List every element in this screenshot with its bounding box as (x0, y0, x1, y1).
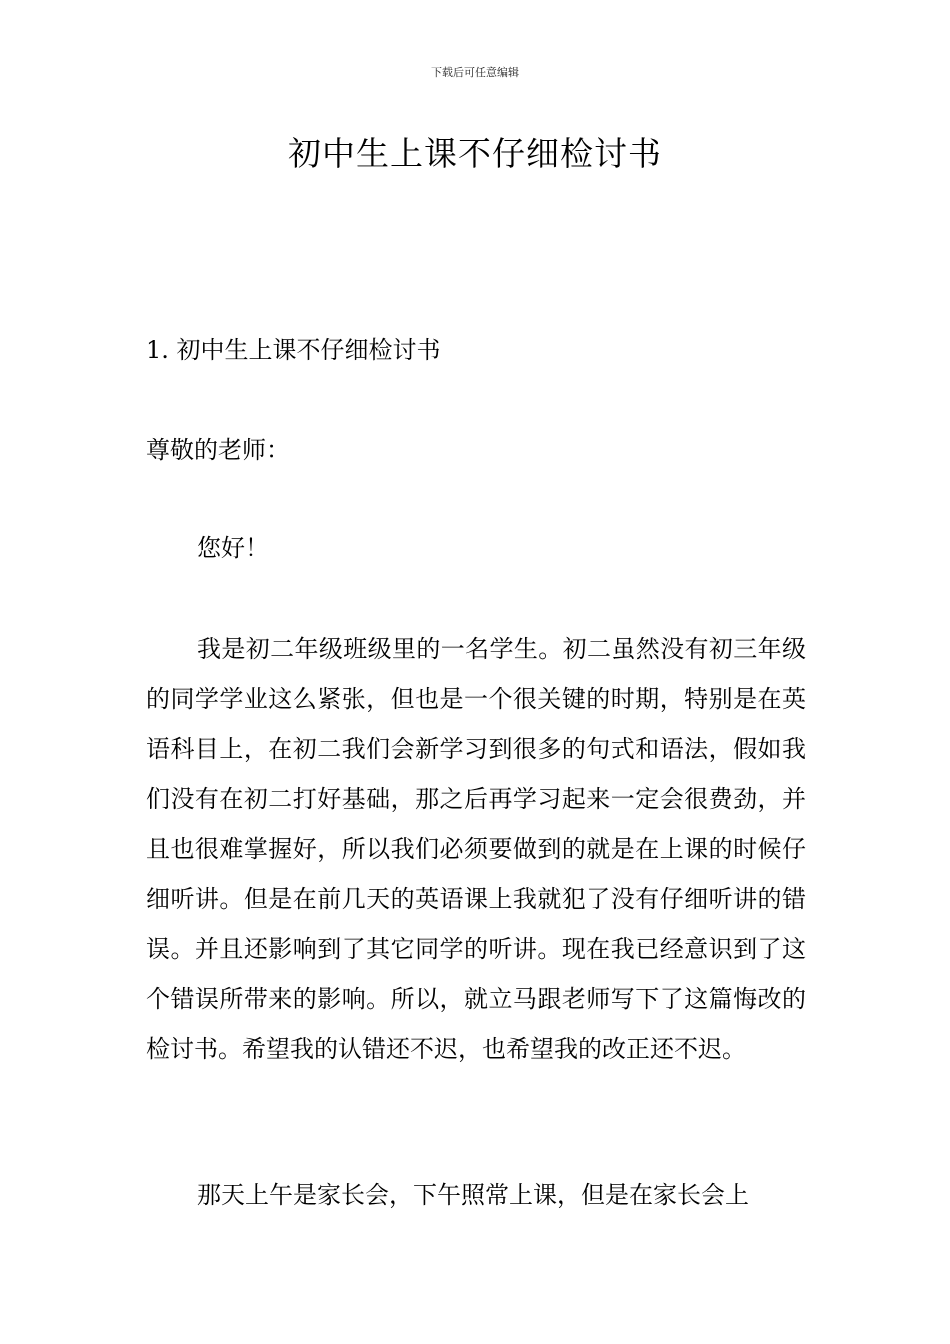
body-paragraph: 那天上午是家长会，下午照常上课，但是在家长会上 (197, 1181, 749, 1209)
greeting: 您好！ (197, 534, 269, 562)
body-paragraph: 我是初二年级班级里的一名学生。初二虽然没有初三年级的同学学业这么紧张，但也是一个很关键的时期，特别是在英语科目上，在初二我们会新学习到很多的句式和语法，假如我们没有在初二打好基础，那之后再学习起来一定会很费劲，并且也很难掌握好，所以我们必须要做到的就是在上课的时候仔细听讲。但是在前几天的英语课上我就犯了没有仔细听讲的错误。并且还影响到了其它同学的听讲。现在我已经意识到了这个错误所带来的影响。所以，就立马跟老师写下了这篇悔改的检讨书。希望我的认错还不迟，也希望我的改正还不迟。 (146, 635, 806, 1063)
document-title: 初中生上课不仔细检讨书 (288, 134, 662, 173)
salutation: 尊敬的老师： (146, 436, 290, 464)
section-heading: 1. 初中生上课不仔细检讨书 (146, 336, 441, 364)
header-note: 下载后可任意编辑 (431, 66, 519, 79)
